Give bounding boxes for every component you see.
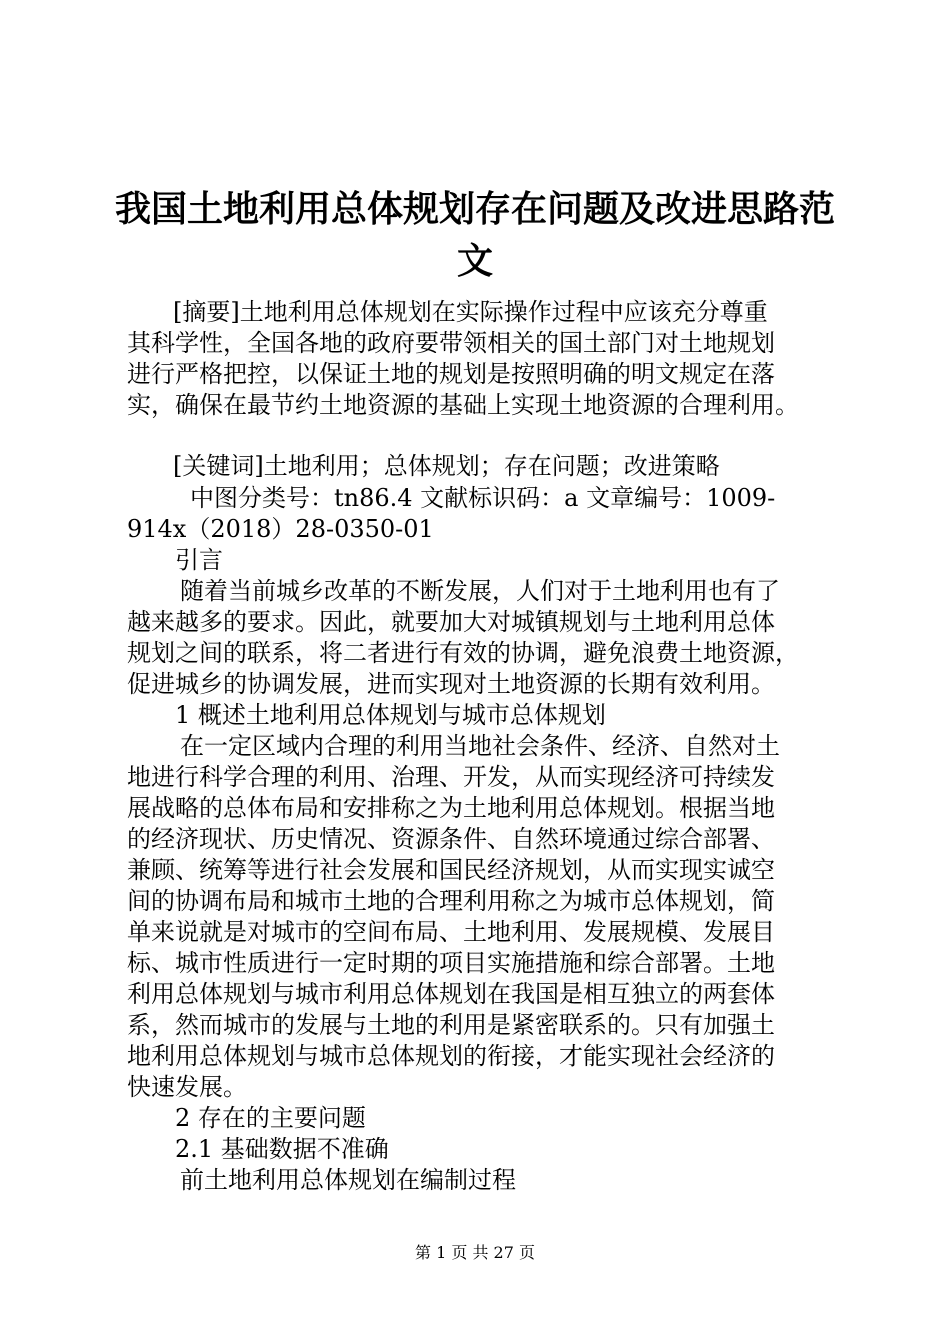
paragraph-line: 展战略的总体布局和安排称之为土地利用总体规划。根据当地 [127,794,775,822]
paragraph-line: 快速发展。 [127,1073,247,1101]
paragraph-line: 系，然而城市的发展与土地的利用是紧密联系的。只有加强土 [127,1011,775,1039]
document-title-line-1: 我国土地利用总体规划存在问题及改进思路范 [114,189,835,230]
classification-line: 914x（2018）28-0350-01 [127,515,434,543]
paragraph-line: 间的协调布局和城市土地的合理利用称之为城市总体规划，简 [127,887,775,915]
section-heading: 2 存在的主要问题 [175,1104,366,1132]
page-number-footer: 第 1 页 共 27 页 [415,1243,535,1262]
paragraph-line: 越来越多的要求。因此，就要加大对城镇规划与土地利用总体 [127,608,775,636]
abstract-line: [摘要]土地利用总体规划在实际操作过程中应该充分尊重 [173,298,768,326]
abstract-line: 实，确保在最节约土地资源的基础上实现土地资源的合理利用。 [127,391,799,419]
abstract-line: 其科学性，全国各地的政府要带领相关的国土部门对土地规划 [127,329,775,357]
classification-line: 中图分类号：tn86.4 文献标识码：a 文章编号：1009- [190,484,776,512]
section-heading: 引言 [175,546,223,574]
paragraph-line: 的经济现状、历史情况、资源条件、自然环境通过综合部署、 [127,825,775,853]
abstract-line: 进行严格把控，以保证土地的规划是按照明确的明文规定在落 [127,360,775,388]
paragraph-line: 促进城乡的协调发展，进而实现对土地资源的长期有效利用。 [127,670,775,698]
paragraph-line: 地进行科学合理的利用、治理、开发，从而实现经济可持续发 [127,763,775,791]
paragraph-line: 随着当前城乡改革的不断发展，人们对于土地利用也有了 [180,577,780,605]
keywords-line: [关键词]土地利用；总体规划；存在问题；改进策略 [173,452,720,480]
paragraph-line: 在一定区域内合理的利用当地社会条件、经济、自然对土 [180,732,780,760]
paragraph-line: 单来说就是对城市的空间布局、土地利用、发展规模、发展目 [127,918,775,946]
paragraph-line: 规划之间的联系，将二者进行有效的协调，避免浪费土地资源， [127,639,799,667]
paragraph-line: 前土地利用总体规划在编制过程 [180,1166,516,1194]
subsection-heading: 2.1 基础数据不准确 [175,1135,389,1163]
document-title-line-2: 文 [456,241,493,282]
paragraph-line: 标、城市性质进行一定时期的项目实施措施和综合部署。土地 [127,949,775,977]
paragraph-line: 兼顾、统筹等进行社会发展和国民经济规划，从而实现实诚空 [127,856,775,884]
section-heading: 1 概述土地利用总体规划与城市总体规划 [175,701,606,729]
paragraph-line: 利用总体规划与城市利用总体规划在我国是相互独立的两套体 [127,980,775,1008]
paragraph-line: 地利用总体规划与城市总体规划的衔接，才能实现社会经济的 [127,1042,775,1070]
